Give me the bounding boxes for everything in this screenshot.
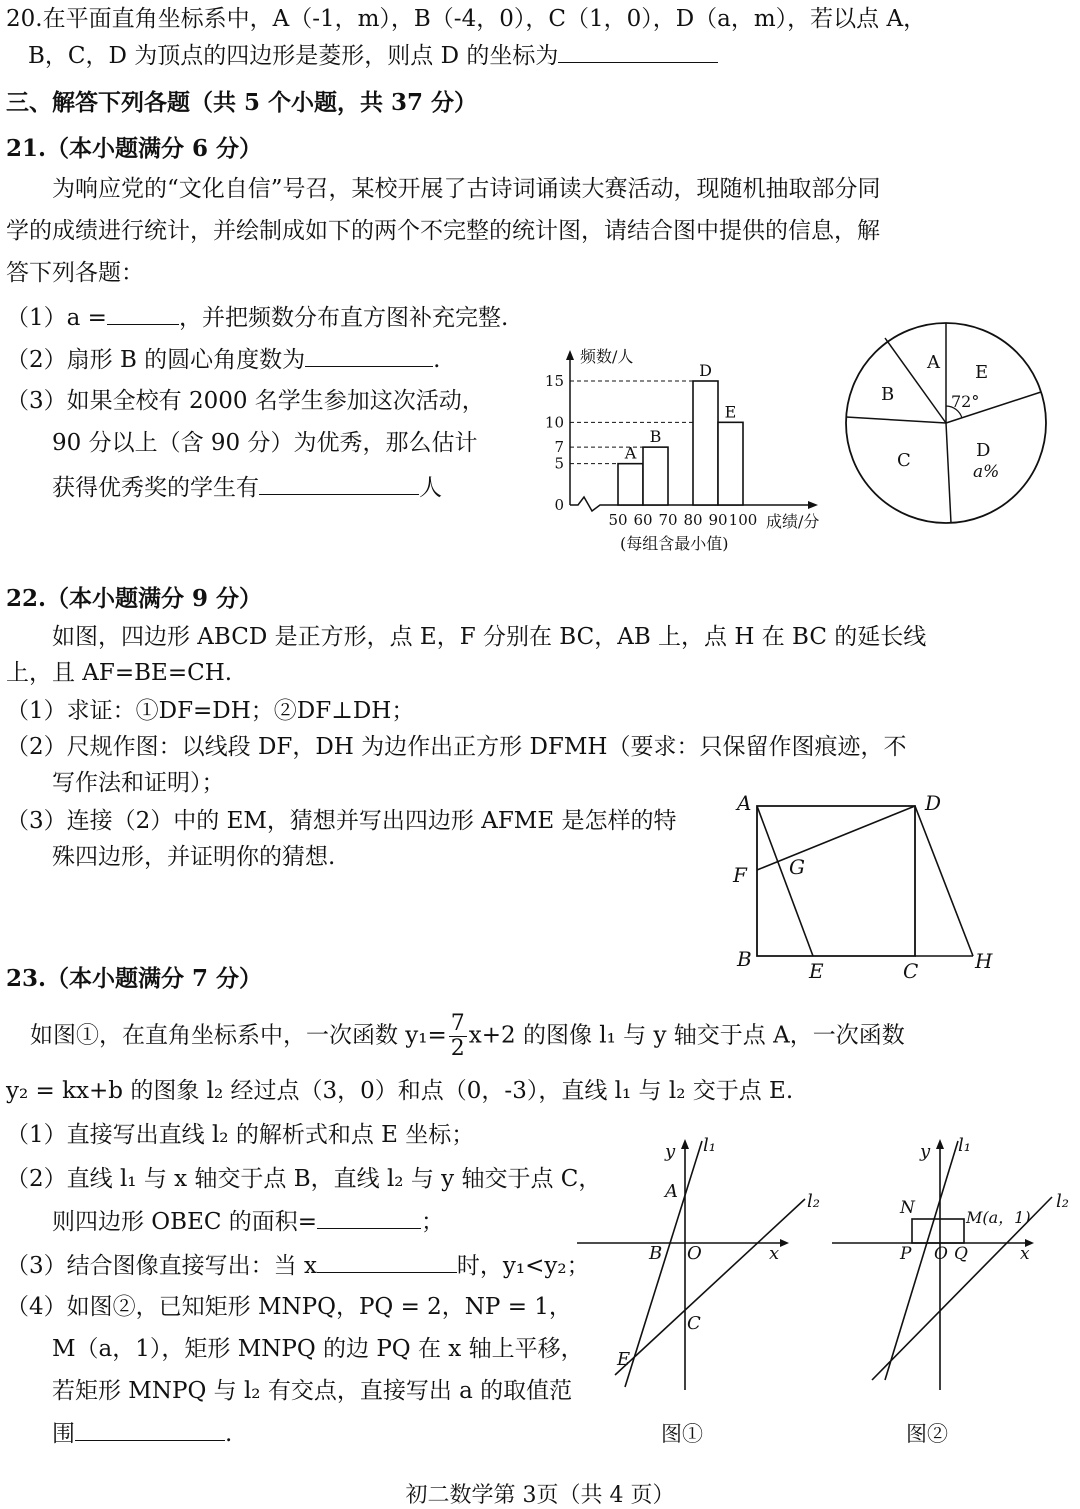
hist-xtick-label: 80: [683, 511, 703, 529]
q21-para1: 为响应党的“文化自信”号召，某校开展了古诗词诵读大赛活动，现随机抽取部分同: [52, 176, 881, 202]
fig2-label-x: x: [1020, 1244, 1030, 1264]
fig22-label-f: F: [733, 863, 747, 887]
q23-sub4-line1: （4）如图②，已知矩形 MNPQ，PQ = 2，NP = 1，: [6, 1294, 572, 1320]
pie-label-d: D: [976, 440, 991, 461]
q21-sub3-blank[interactable]: [259, 472, 419, 495]
coordinate-figure-2: [830, 1135, 1080, 1445]
fig2-rectangle-mnpq: [912, 1219, 964, 1243]
pie-d-value: a%: [973, 462, 1000, 482]
q23-sub4-d: 围: [52, 1421, 75, 1447]
hist-x-axis: [570, 497, 810, 511]
hist-ytick-label: 5: [554, 454, 564, 473]
segment-ae: [757, 806, 813, 956]
q20-line2-text: B，C，D 为顶点的四边形是菱形，则点 D 的坐标为: [28, 43, 559, 69]
fig1-y-arrow: [681, 1139, 689, 1149]
q23-sub4-e: .: [225, 1421, 233, 1447]
q21-sub1-b: ，并把频数分布直方图补充完整.: [178, 305, 509, 331]
q21-sub2: [6, 344, 440, 375]
q20-answer-blank[interactable]: [558, 40, 718, 63]
fig2-label-m: M(a，1): [966, 1208, 1031, 1227]
fig1-label-o: O: [687, 1243, 702, 1264]
fig2-y-arrow: [936, 1139, 944, 1149]
q22-heading: 22.（本小题满分 9 分）: [6, 585, 263, 612]
fig1-label-l2: l₂: [807, 1191, 820, 1212]
pie-divider-bc: [846, 417, 946, 423]
q23-para1-b: x+2 的图像 l₁ 与 y 轴交于点 A，一次函数: [468, 1022, 905, 1049]
hist-xtick-label: 100: [728, 511, 758, 529]
fig2-label-p: P: [900, 1244, 912, 1264]
fig22-label-c: C: [903, 959, 919, 983]
q23-sub2-line2: [52, 1206, 444, 1237]
hist-bar-label: D: [699, 361, 712, 380]
fig1-label-a: A: [665, 1181, 678, 1202]
hist-bar-label: E: [724, 402, 737, 422]
page-footer: 初二数学第 3页（共 4 页）: [405, 1483, 675, 1508]
q23-sub1: （1）直接写出直线 l₂ 的解析式和点 E 坐标；: [6, 1122, 475, 1148]
hist-x-note: (每组含最小值): [620, 534, 729, 553]
fig1-caption: 图①: [661, 1422, 703, 1446]
fig1-line-l2: [615, 1199, 805, 1375]
fig2-label-q: Q: [954, 1244, 968, 1264]
q23-fraction: [449, 1012, 467, 1061]
hist-ytick-label: 15: [544, 372, 564, 390]
q23-sub3: [6, 1250, 590, 1281]
fig22-label-a: A: [737, 791, 752, 815]
pie-label-a: A: [927, 352, 940, 373]
q23-sub2-c: ；: [421, 1209, 445, 1235]
fig1-label-l1: l₁: [703, 1135, 716, 1156]
hist-y-title: 频数/人: [580, 347, 634, 366]
q23-sub3-a: （3）结合图像直接写出：当 x: [6, 1253, 317, 1279]
frequency-histogram: [540, 340, 840, 555]
q22-sub1: （1）求证：①DF=DH；②DF⊥DH；: [6, 698, 415, 724]
hist-x-arrow: [808, 501, 818, 509]
q21-sub1-a: （1）a =: [6, 305, 107, 331]
coordinate-figure-1: [575, 1135, 820, 1465]
pie-divider-cd: [946, 423, 951, 523]
pie-divider-ab: [885, 338, 946, 423]
fig22-label-b: B: [737, 947, 752, 971]
hist-xtick-label: 90: [708, 511, 728, 529]
q21-sub2-b: .: [433, 347, 441, 373]
q22-para2: 上，且 AF=BE=CH.: [6, 660, 233, 686]
q22-sub2-line2: 写作法和证明）；: [52, 770, 225, 796]
pie-label-b: B: [881, 384, 895, 405]
q23-sub2-line1: （2）直线 l₁ 与 x 轴交于点 B，直线 l₂ 与 y 轴交于点 C，: [6, 1166, 602, 1192]
fig1-x-arrow: [780, 1239, 789, 1247]
fig1-label-c: C: [687, 1313, 701, 1334]
q21-sub3-line3: [52, 472, 442, 503]
hist-y-arrow: [566, 350, 574, 360]
q23-sub2-b: 则四边形 OBEC 的面积=: [52, 1209, 318, 1235]
hist-bar-label: A: [624, 443, 637, 463]
hist-x-title: 成绩/分: [766, 512, 820, 531]
hist-bar: [643, 447, 668, 505]
q22-sub3-line1: （3）连接（2）中的 EM，猜想并写出四边形 AFME 是怎样的特: [6, 808, 677, 834]
q23-sub4-blank[interactable]: [75, 1418, 225, 1441]
fig22-label-e: E: [809, 959, 824, 983]
q23-para1: [30, 1012, 905, 1061]
hist-bar: [693, 381, 718, 505]
q21-sub3-line2: 90 分以上（含 90 分）为优秀，那么估计: [52, 430, 478, 456]
q21-heading: 21.（本小题满分 6 分）: [6, 135, 263, 162]
q21-sub3-line1: （3）如果全校有 2000 名学生参加这次活动，: [6, 388, 485, 414]
q23-fraction-num: 7: [450, 1011, 465, 1036]
q23-sub3-blank[interactable]: [317, 1250, 457, 1273]
q21-sub1-blank[interactable]: [107, 302, 179, 325]
hist-xtick-label: 70: [658, 511, 678, 529]
fig2-label-l1: l₁: [958, 1135, 971, 1156]
q22-para1: 如图，四边形 ABCD 是正方形，点 E，F 分别在 BC，AB 上，点 H 在 BC 的延长线: [52, 624, 927, 650]
segment-dh: [915, 806, 973, 956]
q23-sub3-b: 时，y₁<y₂；: [456, 1253, 590, 1279]
q22-sub2-line1: （2）尺规作图：以线段 DF，DH 为边作出正方形 DFMH（要求：只保留作图痕迹，不: [6, 734, 907, 760]
fig22-label-d: D: [925, 791, 942, 815]
fig1-label-e: E: [617, 1349, 631, 1370]
pie-label-c: C: [897, 450, 911, 471]
square-figure: [725, 788, 1005, 988]
q21-sub3-c: 获得优秀奖的学生有: [52, 475, 259, 501]
q21-para3: 答下列各题：: [6, 260, 144, 286]
q23-para1-a: 如图①，在直角坐标系中，一次函数 y₁=: [30, 1022, 447, 1049]
square-abcd: [757, 806, 915, 956]
hist-bar: [718, 422, 743, 505]
q20-line1: 20.在平面直角坐标系中，A（-1，m），B（-4，0），C（1，0），D（a，m），若以点 A，: [6, 6, 927, 32]
fig22-label-g: G: [789, 855, 805, 879]
q23-sub4-line4: [52, 1418, 232, 1449]
segment-df: [757, 806, 915, 870]
q23-sub4-line2: M（a，1），矩形 MNPQ 的边 PQ 在 x 轴上平移，: [52, 1336, 584, 1362]
q23-sub4-line3: 若矩形 MNPQ 与 l₂ 有交点，直接写出 a 的取值范: [52, 1378, 573, 1404]
fig1-line-l1: [625, 1141, 702, 1387]
q21-para2: 学的成绩进行统计，并绘制成如下的两个不完整的统计图，请结合图中提供的信息，解: [6, 218, 880, 244]
pie-label-e: E: [975, 362, 989, 383]
fig2-label-n: N: [900, 1198, 915, 1218]
q23-sub2-blank[interactable]: [317, 1206, 421, 1229]
section3-title: 三、解答下列各题（共 5 个小题，共 37 分）: [6, 89, 478, 116]
q23-heading: 23.（本小题满分 7 分）: [6, 965, 263, 992]
hist-xtick-label: 50: [608, 511, 628, 529]
q21-sub2-a: （2）扇形 B 的圆心角度数为: [6, 347, 306, 373]
q21-sub2-blank[interactable]: [305, 344, 433, 367]
q23-fraction-den: 2: [450, 1036, 465, 1061]
hist-ytick-label: 0: [554, 496, 564, 514]
fig2-label-y: y: [920, 1141, 931, 1162]
hist-bar-label: B: [649, 427, 662, 447]
fig22-label-h: H: [975, 949, 993, 973]
hist-bar: [618, 464, 643, 505]
pie-chart: [845, 322, 1055, 522]
q21-sub1: [6, 302, 508, 333]
fig2-label-l2: l₂: [1056, 1191, 1069, 1212]
q22-sub3-line2: 殊四边形，并证明你的猜想.: [52, 844, 336, 870]
fig1-label-b: B: [649, 1243, 663, 1264]
fig1-label-y: y: [665, 1141, 676, 1162]
q21-sub3-d: 人: [419, 475, 442, 501]
hist-ytick-label: 7: [554, 438, 564, 457]
pie-e-angle: 72°: [951, 392, 980, 411]
fig1-label-x: x: [769, 1243, 780, 1264]
q23-para2: y₂ = kx+b 的图象 l₂ 经过点（3，0）和点（0，-3），直线 l₁ 与 l₂ 交于点 E.: [6, 1078, 794, 1104]
q20-line2: [28, 40, 718, 71]
hist-xtick-label: 60: [633, 511, 653, 529]
fig2-caption: 图②: [906, 1422, 948, 1446]
hist-ytick-label: 10: [544, 413, 564, 432]
fig2-label-o: O: [934, 1244, 948, 1264]
